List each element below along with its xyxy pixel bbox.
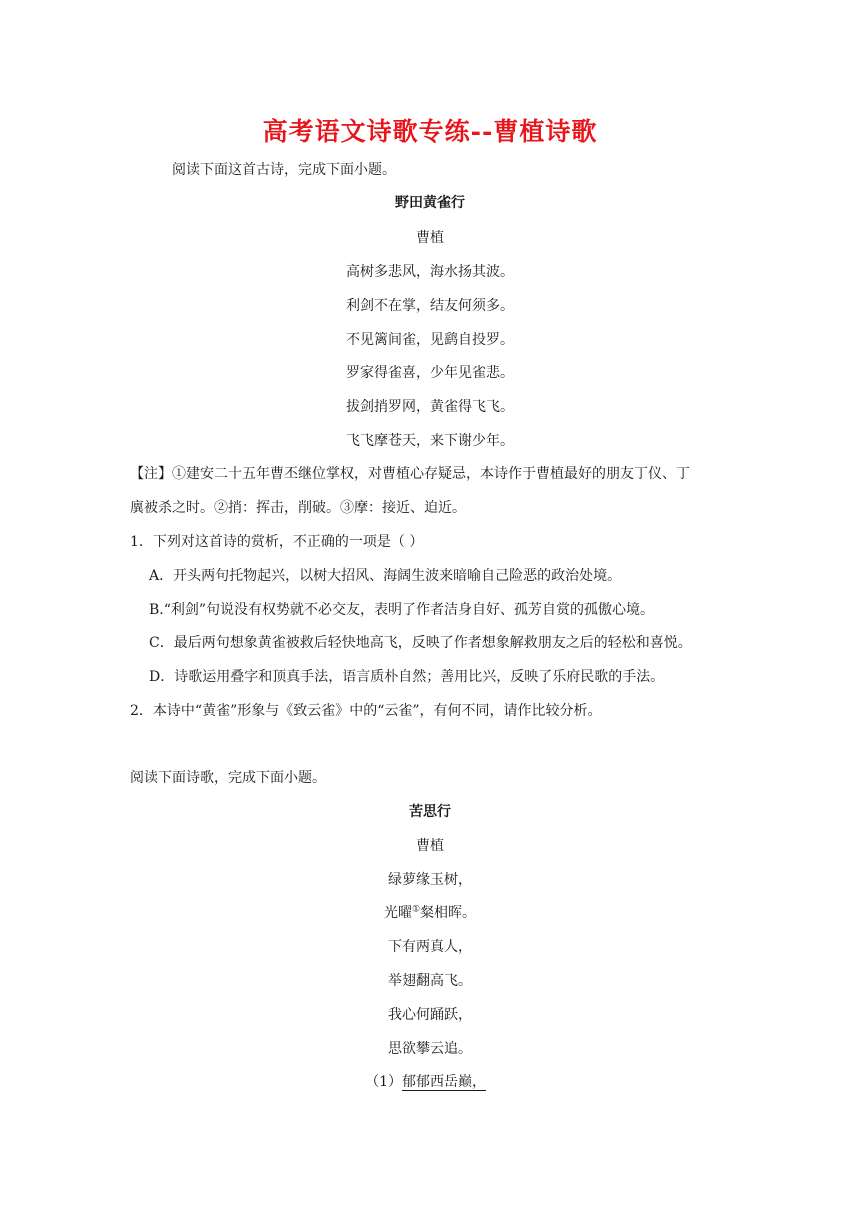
blank-label: （1） [365, 1074, 402, 1090]
poem2-line-text: 粲相晖。 [420, 905, 477, 921]
poem2-line: 举翅翻高飞。 [388, 973, 472, 989]
poem1-title: 野田黄雀行 [395, 195, 465, 211]
question-2: 2．本诗中“黄雀”形象与《致云雀》中的“云雀”，有何不同，请作比较分析。 [130, 703, 602, 719]
poem1-line: 利剑不在掌，结友何须多。 [346, 298, 514, 314]
poem1-line: 不见篱间雀，见鹞自投罗。 [346, 332, 514, 348]
section1-instruction: 阅读下面这首古诗，完成下面小题。 [172, 162, 396, 178]
question-1: 1．下列对这首诗的赏析，不正确的一项是（ ） [130, 534, 424, 550]
poem2-line: 思欲攀云追。 [388, 1041, 472, 1057]
poem2-line-text: 光曜 [383, 905, 412, 921]
option-b: B.“利剑”句说没有权势就不必交友，表明了作者洁身自好、孤芳自赏的孤傲心境。 [149, 602, 655, 618]
option-a: A．开头两句托物起兴，以树大招风、海阔生波来暗喻自己险恶的政治处境。 [149, 568, 622, 584]
poem1-line: 拔剑捎罗网，黄雀得飞飞。 [346, 399, 514, 415]
option-c: C．最后两句想象黄雀被救后轻快地高飞，反映了作者想象解救朋友之后的轻松和喜悦。 [149, 635, 692, 651]
section2-instruction: 阅读下面诗歌，完成下面小题。 [130, 770, 326, 786]
poem2-title: 苦思行 [409, 804, 451, 820]
option-d: D．诗歌运用叠字和顶真手法，语言质朴自然；善用比兴，反映了乐府民歌的手法。 [149, 669, 665, 685]
note-line: 【注】①建安二十五年曹丕继位掌权，对曹植心存疑忌，本诗作于曹植最好的朋友丁仪、丁 [130, 466, 690, 482]
poem1-line: 飞飞摩苍天，来下谢少年。 [346, 433, 514, 449]
footnote-mark: ① [411, 904, 421, 915]
poem2-line: 我心何踊跃， [388, 1007, 472, 1023]
poem1-line: 罗家得雀喜，少年见雀悲。 [346, 365, 514, 381]
poem2-line [0, 902, 860, 922]
poem1-author: 曹植 [416, 230, 444, 246]
poem2-line: 绿萝缘玉树， [388, 872, 472, 888]
page-title: 高考语文诗歌专练--曹植诗歌 [262, 117, 598, 146]
note-line: 廙被杀之时。②捎：挥击，削破。③摩：接近、迫近。 [130, 500, 466, 516]
fill-in-answer: 郁郁西岳巅， [402, 1074, 486, 1090]
poem2-author: 曹植 [416, 838, 444, 854]
poem2-line-blank [0, 1071, 860, 1091]
poem2-line: 下有两真人， [388, 939, 472, 955]
poem1-line: 高树多悲风，海水扬其波。 [346, 264, 514, 280]
